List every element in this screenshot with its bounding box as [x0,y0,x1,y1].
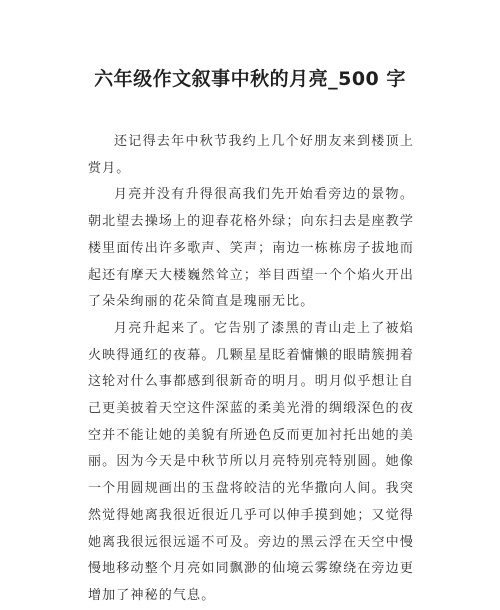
document-title: 六年级作文叙事中秋的月亮_500 字 [94,68,406,90]
paragraph: 还记得去年中秋节我约上几个好朋友来到楼顶上赏月。 [88,134,414,176]
paragraph: 月亮并没有升得很高我们先开始看旁边的景物。朝北望去操场上的迎春花格外绿；向东扫去是座教学楼里面传出许多歌声、笑声；南边一栋栋房子拔地而起还有摩天大楼巍然耸立；举目西望一个个焰火开出了朵朵绚丽的花朵简直是瑰丽无比。 [88,187,414,310]
paragraph: 月亮升起来了。它告别了漆黑的青山走上了被焰火映得通红的夜幕。几颗星星眨着慵懒的眼睛簇拥着这轮对什么事都感到很新奇的明月。明月似乎想让自己更美披着天空这件深蓝的柔美光滑的绸缎深色的夜空并不能让她的美貌有所逊色反而更加衬托出她的美丽。因为今天是中秋节所以月亮特别亮特别圆。她像一个用圆规画出的玉盘将皎洁的光华撒向人间。我突然觉得她离我很近很近几乎可以伸手摸到她；又觉得她离我很远很远遥不可及。旁边的黑云浮在天空中慢慢地移动整个月亮如同飘渺的仙境云雾缭绕在旁边更增加了神秘的气息。 [88,320,414,603]
document-body [88,129,414,610]
